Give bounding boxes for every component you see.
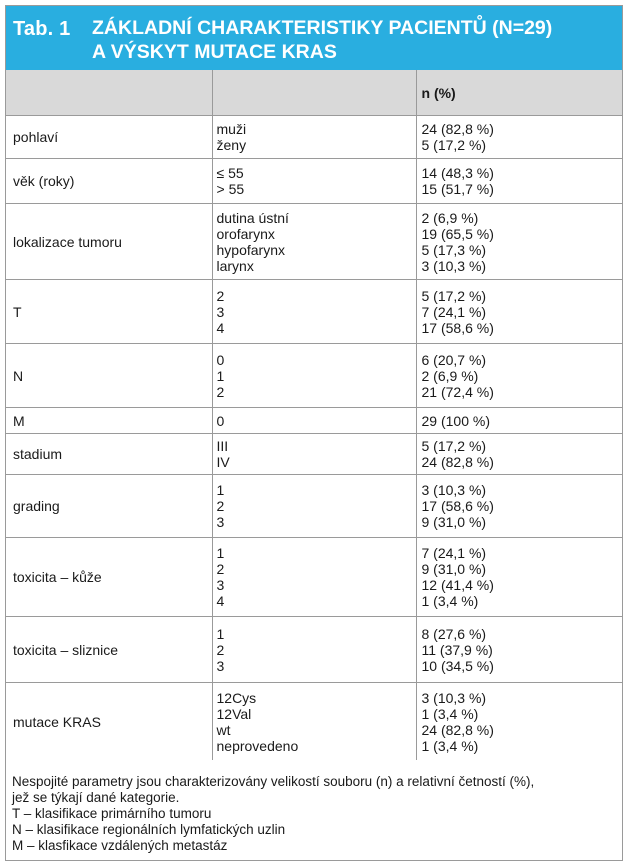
category-cell: dutina ústní	[216, 209, 289, 226]
row-categories	[212, 538, 416, 617]
table-row	[6, 344, 622, 408]
value-cell: 19 (65,5 %)	[421, 225, 494, 242]
category-cell: III	[216, 438, 229, 454]
row-label: pohlaví	[6, 116, 212, 159]
footnote-line: Nespojité parametry jsou charakterizovány velikostí souboru (n) a relativní četností (%),	[12, 774, 535, 789]
value-cell: 5 (17,3 %)	[421, 241, 487, 258]
category-cell: 0	[216, 412, 225, 429]
category-cell: 2	[216, 287, 225, 304]
footnote-line: M – klasfikace vzdálených metastáz	[12, 838, 228, 853]
table-title	[92, 16, 612, 64]
value-cell: 24 (82,8 %)	[421, 121, 494, 137]
row-categories	[212, 408, 416, 434]
category-cell: ≤ 55	[216, 165, 244, 181]
row-label: mutace KRAS	[6, 683, 212, 762]
row-label: toxicita – sliznice	[6, 617, 212, 683]
footnote-line: jež se týkají dané kategorie.	[12, 790, 180, 805]
row-categories	[212, 617, 416, 683]
category-cell: 1	[216, 625, 225, 642]
value-cell: 2 (6,9 %)	[421, 367, 479, 384]
value-cell: 10 (34,5 %)	[421, 657, 494, 674]
column-header-category	[212, 70, 416, 116]
table-row	[6, 683, 622, 762]
value-cell: 3 (10,3 %)	[421, 482, 487, 498]
row-categories	[212, 475, 416, 538]
table-row	[6, 475, 622, 538]
table-figure	[5, 5, 623, 861]
table-row	[6, 538, 622, 617]
value-cell: 3 (10,3 %)	[421, 690, 487, 706]
table-header-row	[6, 70, 622, 116]
category-cell: 1	[216, 482, 225, 498]
category-cell: 4	[216, 319, 225, 336]
category-cell: 3	[216, 657, 225, 674]
category-cell: muži	[216, 121, 247, 137]
category-cell: 0	[216, 351, 225, 368]
category-cell: wt	[216, 722, 231, 738]
table-number: Tab. 1	[13, 18, 71, 40]
category-cell: orofarynx	[216, 225, 275, 242]
value-cell: 5 (17,2 %)	[421, 438, 487, 454]
table-title-line: ZÁKLADNÍ CHARAKTERISTIKY PACIENTŮ (N=29)	[92, 17, 553, 39]
row-categories	[212, 204, 416, 280]
category-cell: 1	[216, 545, 225, 561]
row-categories	[212, 280, 416, 344]
row-label: věk (roky)	[6, 159, 212, 204]
value-cell: 5 (17,2 %)	[421, 137, 487, 153]
value-cell: 9 (31,0 %)	[421, 514, 487, 530]
value-cell: 2 (6,9 %)	[421, 209, 479, 226]
table-footnote	[6, 760, 622, 860]
category-cell: 2	[216, 561, 225, 577]
row-label: grading	[6, 475, 212, 538]
value-cell: 12 (41,4 %)	[421, 577, 494, 593]
table-row	[6, 280, 622, 344]
table-row	[6, 159, 622, 204]
footnote-line: T – klasifikace primárního tumoru	[12, 806, 212, 821]
category-cell: 2	[216, 641, 225, 658]
row-label: lokalizace tumoru	[6, 204, 212, 280]
value-cell: 17 (58,6 %)	[421, 319, 494, 336]
row-categories	[212, 434, 416, 475]
row-values	[416, 475, 622, 538]
category-cell: 2	[216, 498, 225, 514]
value-cell: 7 (24,1 %)	[421, 303, 487, 320]
value-cell: 11 (37,9 %)	[421, 641, 493, 658]
row-values	[416, 344, 622, 408]
value-cell: 21 (72,4 %)	[421, 383, 494, 400]
category-cell: neprovedeno	[216, 738, 299, 754]
row-values	[416, 116, 622, 159]
row-label: toxicita – kůže	[6, 538, 212, 617]
row-values	[416, 683, 622, 762]
row-categories	[212, 159, 416, 204]
footnote-line: N – klasifikace regionálních lymfatických uzlin	[12, 822, 286, 837]
column-header-parameter	[6, 70, 212, 116]
characteristics-table	[6, 70, 622, 762]
row-categories	[212, 116, 416, 159]
value-cell: 1 (3,4 %)	[421, 738, 479, 754]
value-cell: 15 (51,7 %)	[421, 181, 494, 197]
table-row	[6, 617, 622, 683]
category-cell: > 55	[216, 181, 245, 197]
value-cell: 1 (3,4 %)	[421, 706, 479, 722]
value-cell: 5 (17,2 %)	[421, 287, 487, 304]
row-label: N	[6, 344, 212, 408]
row-values	[416, 434, 622, 475]
value-cell: 14 (48,3 %)	[421, 165, 494, 181]
value-cell: 24 (82,8 %)	[421, 454, 494, 470]
value-cell: 9 (31,0 %)	[421, 561, 487, 577]
category-cell: IV	[216, 454, 230, 470]
value-cell: 17 (58,6 %)	[421, 498, 494, 514]
row-label: stadium	[6, 434, 212, 475]
value-cell: 1 (3,4 %)	[421, 593, 479, 609]
value-cell: 8 (27,6 %)	[421, 625, 487, 642]
category-cell: 1	[216, 367, 225, 384]
row-values	[416, 617, 622, 683]
row-values	[416, 204, 622, 280]
row-categories	[212, 344, 416, 408]
row-label: M	[6, 408, 212, 434]
row-categories	[212, 683, 416, 762]
category-cell: 4	[216, 593, 225, 609]
value-cell: 24 (82,8 %)	[421, 722, 494, 738]
column-header-count: n (%)	[416, 70, 622, 116]
table-title-line: A VÝSKYT MUTACE KRAS	[92, 41, 337, 63]
title-bar	[6, 6, 622, 70]
table-row	[6, 116, 622, 159]
row-values	[416, 408, 622, 434]
value-cell: 7 (24,1 %)	[421, 545, 487, 561]
category-cell: 12Cys	[216, 690, 257, 706]
row-values	[416, 538, 622, 617]
category-cell: ženy	[216, 137, 247, 153]
row-label: T	[6, 280, 212, 344]
value-cell: 3 (10,3 %)	[421, 257, 487, 274]
value-cell: 29 (100 %)	[421, 412, 490, 429]
category-cell: 12Val	[216, 706, 252, 722]
table-row	[6, 408, 622, 434]
row-values	[416, 280, 622, 344]
category-cell: 3	[216, 303, 225, 320]
category-cell: 3	[216, 514, 225, 530]
category-cell: 3	[216, 577, 225, 593]
value-cell: 6 (20,7 %)	[421, 351, 487, 368]
category-cell: 2	[216, 383, 225, 400]
category-cell: hypofarynx	[216, 241, 285, 258]
category-cell: larynx	[216, 257, 254, 274]
table-row	[6, 434, 622, 475]
table-row	[6, 204, 622, 280]
row-values	[416, 159, 622, 204]
